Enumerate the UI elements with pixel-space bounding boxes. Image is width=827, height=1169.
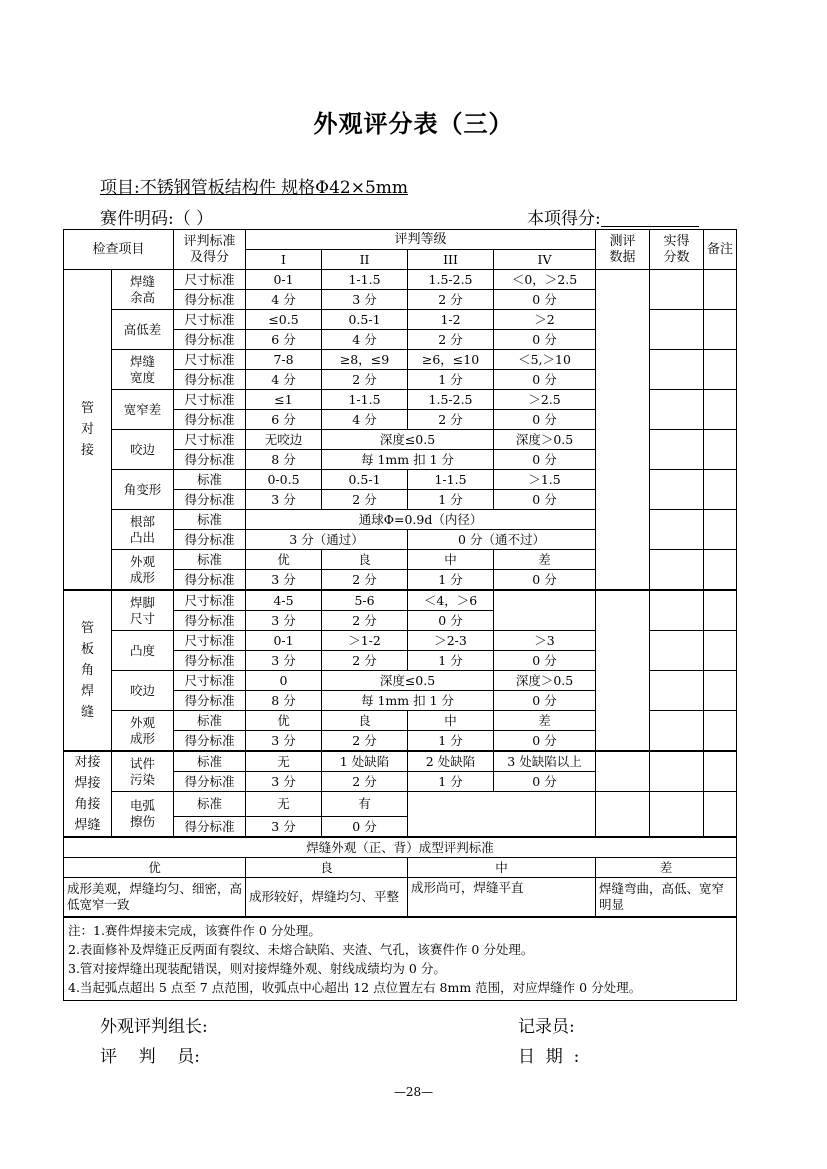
level-excellent: 优 (64, 858, 246, 878)
table-cell: 2 分 (322, 490, 408, 510)
table-cell: 2 分 (322, 370, 408, 390)
table-cell: 每 1mm 扣 1 分 (322, 450, 494, 470)
table-cell: 1 分 (408, 490, 494, 510)
measured-cell[interactable] (596, 590, 650, 751)
desc-poor: 焊缝弯曲，高低、宽窄明显 (596, 878, 737, 918)
item-undercut: 咬边 (112, 430, 174, 470)
table-cell: 2 处缺陷 (408, 751, 494, 772)
score-label: 本项得分: (527, 204, 699, 229)
item-leg-size: 焊脚 尺寸 (112, 590, 174, 631)
measured-cell[interactable] (596, 270, 650, 591)
table-cell: ≤1 (246, 390, 322, 410)
table-cell: 1.5-2.5 (408, 390, 494, 410)
table-cell: 0.5-1 (322, 470, 408, 490)
table-cell: 0 分 (408, 611, 494, 631)
table-cell: 4 分 (246, 290, 322, 310)
item-appearance-butt: 外观 成形 (112, 550, 174, 591)
label-score-std: 得分标准 (174, 410, 246, 430)
label-score-std: 得分标准 (174, 731, 246, 752)
footer-recorder: 记录员: (518, 1017, 575, 1037)
grade-3: III (408, 250, 494, 270)
table-cell: 1-1.5 (322, 270, 408, 290)
table-cell: 2 分 (408, 410, 494, 430)
grade-2: II (322, 250, 408, 270)
label-score-std: 得分标准 (174, 772, 246, 792)
table-cell: 中 (408, 711, 494, 731)
table-cell: ＜0，＞2.5 (494, 270, 596, 290)
group-pipe-plate: 管 板 角 焊 缝 (64, 590, 112, 751)
item-height-diff: 高低差 (112, 310, 174, 350)
table-cell: ＜4，＞6 (408, 590, 494, 611)
actual-cell[interactable] (650, 270, 704, 310)
table-cell: 0 分 (322, 817, 408, 838)
table-cell: 2 分 (322, 611, 408, 631)
remark-cell[interactable] (704, 751, 737, 792)
actual-cell[interactable] (650, 792, 704, 838)
actual-cell[interactable] (650, 430, 704, 470)
table-cell: 8 分 (246, 450, 322, 470)
table-cell: 0 分 (494, 691, 596, 711)
remark-cell[interactable] (704, 270, 737, 310)
table-cell: 良 (322, 711, 408, 731)
actual-cell[interactable] (650, 671, 704, 711)
desc-good: 成形较好，焊缝均匀、平整 (246, 878, 408, 918)
table-cell: 每 1mm 扣 1 分 (322, 691, 494, 711)
label-score-std: 得分标准 (174, 691, 246, 711)
note-4: 4.当起弧点超出 5 点至 7 点范围，收弧点中心超出 12 点位置左右 8mm 范围，对应焊缝作 0 分处理。 (68, 980, 642, 995)
note-3: 3.管对接焊缝出现装配错误，则对接焊缝外观、射线成绩均为 0 分。 (68, 961, 446, 976)
table-cell: 1.5-2.5 (408, 270, 494, 290)
remark-cell[interactable] (704, 711, 737, 752)
actual-cell[interactable] (650, 751, 704, 792)
table-cell: 0 分 (494, 490, 596, 510)
table-cell: 有 (322, 792, 408, 817)
label-score-std: 得分标准 (174, 370, 246, 390)
table-cell: ＞2 (494, 310, 596, 330)
notes (64, 917, 737, 1001)
actual-cell[interactable] (650, 550, 704, 591)
table-cell: 0 分 (494, 570, 596, 591)
label-size-std: 尺寸标准 (174, 590, 246, 611)
table-cell: 0 分 (494, 330, 596, 350)
table-cell: ≤0.5 (246, 310, 322, 330)
actual-cell[interactable] (650, 470, 704, 510)
table-cell: 4-5 (246, 590, 322, 611)
table-cell: 4 分 (322, 410, 408, 430)
table-cell: 中 (408, 550, 494, 570)
remark-cell[interactable] (704, 390, 737, 430)
remark-cell[interactable] (704, 550, 737, 591)
actual-cell[interactable] (650, 310, 704, 350)
item-undercut-fillet: 咬边 (112, 671, 174, 711)
table-cell: ＞1-2 (322, 631, 408, 651)
table-cell: ＞2.5 (494, 390, 596, 410)
label-score-std: 得分标准 (174, 817, 246, 838)
table-cell: 0.5-1 (322, 310, 408, 330)
item-arc-strike: 电弧 擦伤 (112, 792, 174, 838)
table-cell: 7-8 (246, 350, 322, 370)
table-cell: 2 分 (322, 651, 408, 671)
actual-cell[interactable] (650, 510, 704, 550)
label-std: 标准 (174, 550, 246, 570)
header-remark: 备注 (704, 230, 737, 270)
table-cell: 1-1.5 (322, 390, 408, 410)
remark-cell[interactable] (704, 671, 737, 711)
measured-cell[interactable] (596, 751, 650, 792)
table-cell: 0 分 (494, 772, 596, 792)
table-cell: 无 (246, 751, 322, 772)
table-cell: ＞2-3 (408, 631, 494, 651)
table-cell: ＞3 (494, 631, 596, 651)
table-cell: 3 分（通过） (246, 530, 408, 550)
header-criteria: 评判标准 及得分 (174, 230, 246, 270)
table-cell: 2 分 (322, 772, 408, 792)
table-cell: 3 分 (246, 490, 322, 510)
table-cell: 0 分 (494, 651, 596, 671)
header-inspection-item: 检查项目 (64, 230, 174, 270)
table-cell: 3 分 (322, 290, 408, 310)
table-cell: 0 分（通不过） (408, 530, 596, 550)
label-score-std: 得分标准 (174, 611, 246, 631)
remark-cell[interactable] (704, 631, 737, 671)
label-std: 标准 (174, 792, 246, 817)
project-spec: 项目:不锈钢管板结构件 规格Φ42×5mm (100, 178, 408, 198)
item-width-diff: 宽窄差 (112, 390, 174, 430)
item-angular-distortion: 角变形 (112, 470, 174, 510)
appearance-score-table (63, 229, 737, 1001)
table-cell: 1 分 (408, 731, 494, 752)
label-std: 标准 (174, 711, 246, 731)
table-cell-empty (494, 590, 596, 631)
table-cell: 0 分 (494, 410, 596, 430)
label-std: 标准 (174, 751, 246, 772)
item-weld-height: 焊缝 余高 (112, 270, 174, 310)
item-weld-width: 焊缝 宽度 (112, 350, 174, 390)
table-cell: 优 (246, 711, 322, 731)
table-cell: 0 分 (494, 290, 596, 310)
table-cell: 深度≤0.5 (322, 430, 494, 450)
table-cell: 良 (322, 550, 408, 570)
table-cell: 0 (246, 671, 322, 691)
note-2: 2.表面修补及焊缝正反两面有裂纹、未熔合缺陷、夹渣、气孔，该赛件作 0 分处理。 (68, 942, 534, 957)
label-score-std: 得分标准 (174, 330, 246, 350)
table-cell: 通球Φ=0.9d（内径） (246, 510, 596, 530)
actual-cell[interactable] (650, 590, 704, 631)
item-convexity: 凸度 (112, 631, 174, 671)
label-size-std: 尺寸标准 (174, 310, 246, 330)
table-cell: ≥8，≤9 (322, 350, 408, 370)
group-butt-fillet: 对接 焊接 角接 焊缝 (64, 751, 112, 837)
table-cell: 无 (246, 792, 322, 817)
header-grade: 评判等级 (246, 230, 596, 250)
remark-cell[interactable] (704, 590, 737, 631)
desc-fair: 成形尚可，焊缝平直 (408, 878, 596, 918)
table-cell: 2 分 (322, 731, 408, 752)
desc-excellent: 成形美观，焊缝均匀、细密，高低宽窄一致 (64, 878, 246, 918)
remark-cell[interactable] (704, 350, 737, 390)
table-cell: 3 分 (246, 570, 322, 591)
table-cell: 1 处缺陷 (322, 751, 408, 772)
table-cell: 0-1 (246, 631, 322, 651)
label-size-std: 尺寸标准 (174, 390, 246, 410)
table-cell: 2 分 (408, 290, 494, 310)
table-cell: 0 分 (494, 370, 596, 390)
table-cell-empty (408, 792, 596, 838)
table-cell: ≥6，≤10 (408, 350, 494, 370)
table-cell: 2 分 (408, 330, 494, 350)
table-cell: 1 分 (408, 370, 494, 390)
grade-1: I (246, 250, 322, 270)
label-score-std: 得分标准 (174, 530, 246, 550)
table-cell: 5-6 (322, 590, 408, 611)
appearance-standard-title: 焊缝外观（正、背）成型评判标准 (64, 837, 737, 858)
label-score-std: 得分标准 (174, 290, 246, 310)
group-pipe-butt: 管 对 接 (64, 270, 112, 591)
label-size-std: 尺寸标准 (174, 430, 246, 450)
table-cell: 3 分 (246, 611, 322, 631)
table-cell: 3 处缺陷以上 (494, 751, 596, 772)
table-cell: 差 (494, 711, 596, 731)
remark-cell[interactable] (704, 510, 737, 550)
table-cell: 1-2 (408, 310, 494, 330)
table-cell: 6 分 (246, 330, 322, 350)
table-cell: 深度＞0.5 (494, 671, 596, 691)
table-cell: ＜5,＞10 (494, 350, 596, 370)
actual-cell[interactable] (650, 711, 704, 752)
table-cell: ＞1.5 (494, 470, 596, 490)
table-cell: 3 分 (246, 817, 322, 838)
header-actual: 实得 分数 (650, 230, 704, 270)
level-good: 良 (246, 858, 408, 878)
table-cell: 1 分 (408, 651, 494, 671)
table-cell: 3 分 (246, 772, 322, 792)
remark-cell[interactable] (704, 430, 737, 470)
actual-cell[interactable] (650, 390, 704, 430)
table-cell: 1-1.5 (408, 470, 494, 490)
page-title: 外观评分表（三） (313, 109, 514, 138)
label-size-std: 尺寸标准 (174, 270, 246, 290)
grade-4: IV (494, 250, 596, 270)
label-std: 标准 (174, 510, 246, 530)
actual-cell[interactable] (650, 631, 704, 671)
table-cell: 无咬边 (246, 430, 322, 450)
table-cell: 1 分 (408, 570, 494, 591)
footer-judge: 评 判 员: (100, 1047, 200, 1067)
label-score-std: 得分标准 (174, 570, 246, 591)
table-cell: 0-0.5 (246, 470, 322, 490)
footer-leader: 外观评判组长: (100, 1017, 208, 1037)
page-number: —28— (393, 1085, 434, 1099)
table-cell: 3 分 (246, 731, 322, 752)
header-measured: 测评 数据 (596, 230, 650, 270)
label-score-std: 得分标准 (174, 450, 246, 470)
item-root-protrusion: 根部 凸出 (112, 510, 174, 550)
measured-cell[interactable] (596, 792, 650, 838)
table-cell: 3 分 (246, 651, 322, 671)
label-size-std: 尺寸标准 (174, 631, 246, 651)
score-blank (601, 209, 699, 227)
contestant-code: 赛件明码:（ ） (100, 209, 214, 229)
table-cell: 0 分 (494, 731, 596, 752)
footer-date: 日 期 : (518, 1047, 580, 1067)
table-cell: 优 (246, 550, 322, 570)
table-cell: 4 分 (322, 330, 408, 350)
table-cell: 1 分 (408, 772, 494, 792)
remark-cell[interactable] (704, 310, 737, 350)
label-size-std: 尺寸标准 (174, 350, 246, 370)
level-poor: 差 (596, 858, 737, 878)
table-cell: 8 分 (246, 691, 322, 711)
table-cell: 深度＞0.5 (494, 430, 596, 450)
label-score-std: 得分标准 (174, 651, 246, 671)
item-appearance-fillet: 外观 成形 (112, 711, 174, 752)
table-cell: 0-1 (246, 270, 322, 290)
table-cell: 6 分 (246, 410, 322, 430)
actual-cell[interactable] (650, 350, 704, 390)
remark-cell[interactable] (704, 792, 737, 838)
table-cell: 差 (494, 550, 596, 570)
table-cell: 4 分 (246, 370, 322, 390)
label-score-std: 得分标准 (174, 490, 246, 510)
label-size-std: 尺寸标准 (174, 671, 246, 691)
label-std: 标准 (174, 470, 246, 490)
item-contamination: 试件 污染 (112, 751, 174, 792)
table-cell: 0 分 (494, 450, 596, 470)
table-cell: 2 分 (322, 570, 408, 591)
remark-cell[interactable] (704, 470, 737, 510)
level-fair: 中 (408, 858, 596, 878)
note-1: 注：1.赛件焊接未完成，该赛件作 0 分处理。 (68, 923, 321, 938)
table-cell: 深度≤0.5 (322, 671, 494, 691)
